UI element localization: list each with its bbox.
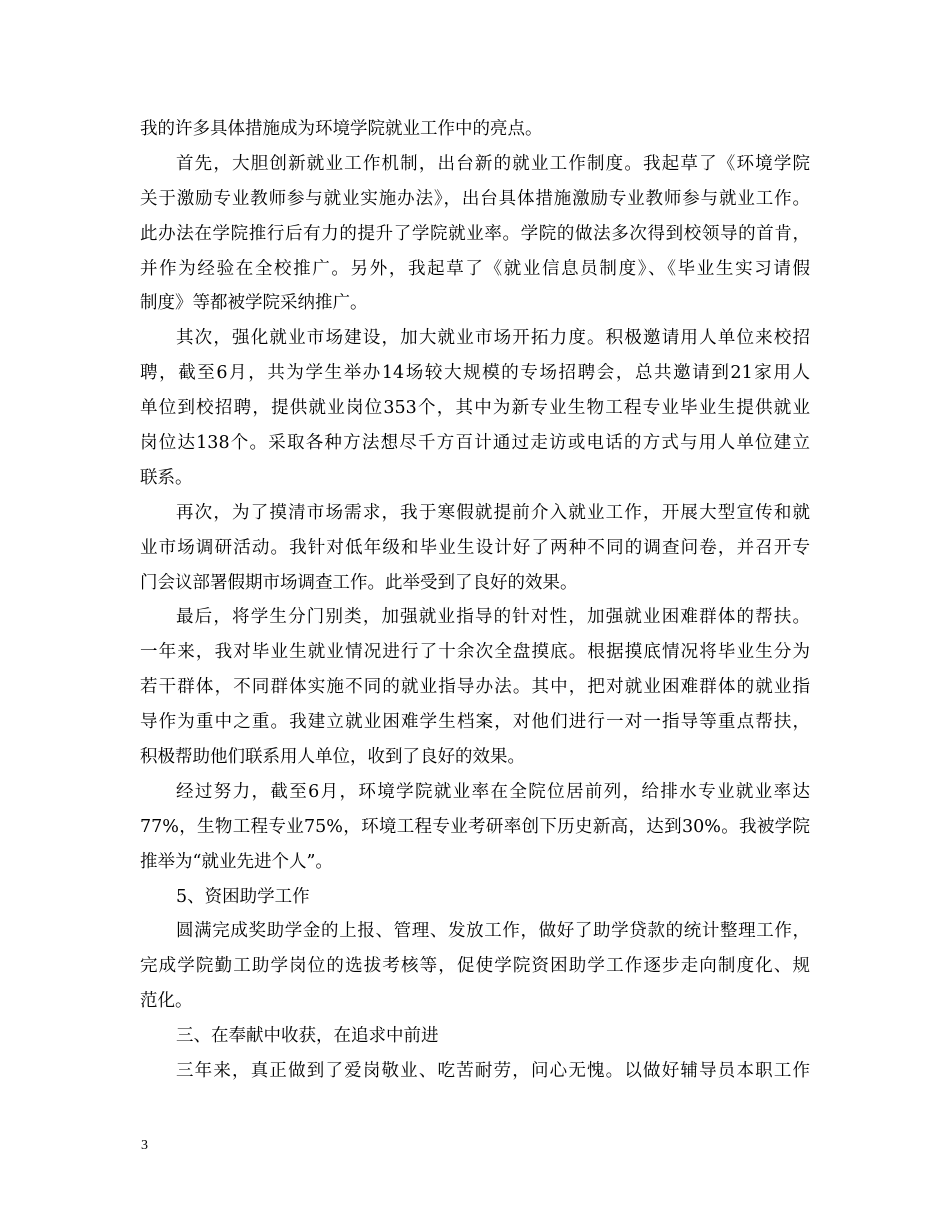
text-line: 5、资困助学工作 (176, 886, 310, 907)
text-line: 业市场调研活动。我针对低年级和毕业生设计好了两种不同的调查问卷，并召开专 (140, 537, 810, 558)
text-line: 其次，强化就业市场建设，加大就业市场开拓力度。积极邀请用人单位来校招 (176, 328, 810, 349)
text-line: 完成学院勤工助学岗位的选拔考核等，促使学院资困助学工作逐步走向制度化、规 (140, 956, 810, 977)
text-line: 积极帮助他们联系用人单位，收到了良好的效果。 (140, 747, 525, 768)
text-line: 导作为重中之重。我建立就业困难学生档案，对他们进行一对一指导等重点帮扶， (140, 712, 810, 733)
text-line: 一年来，我对毕业生就业情况进行了十余次全盘摸底。根据摸底情况将毕业生分为 (140, 642, 810, 663)
text-line: 首先，大胆创新就业工作机制，出台新的就业工作制度。我起草了《环境学院 (176, 153, 810, 174)
text-line: 三、在奉献中收获，在追求中前进 (176, 1026, 439, 1047)
text-line: 并作为经验在全校推广。另外，我起草了《就业信息员制度》、《毕业生实习请假 (140, 258, 810, 279)
text-line: 单位到校招聘，提供就业岗位353个，其中为新专业生物工程专业毕业生提供就业 (140, 398, 810, 419)
text-line: 再次，为了摸清市场需求，我于寒假就提前介入就业工作，开展大型宣传和就 (176, 502, 810, 523)
text-line: 范化。 (140, 991, 193, 1012)
text-line: 最后，将学生分门别类，加强就业指导的针对性，加强就业困难群体的帮扶。 (176, 607, 810, 628)
page-number: 3 (141, 1138, 148, 1153)
text-line: 聘，截至6月，共为学生举办14场较大规模的专场招聘会，总共邀请到21家用人 (140, 363, 810, 384)
text-line: 此办法在学院推行后有力的提升了学院就业率。学院的做法多次得到校领导的首肯， (140, 223, 810, 244)
text-line: 若干群体，不同群体实施不同的就业指导办法。其中，把对就业困难群体的就业指 (140, 677, 810, 698)
text-line: 推举为“就业先进个人”。 (140, 851, 333, 872)
text-line: 77%，生物工程专业75%，环境工程专业考研率创下历史新高，达到30%。我被学院 (140, 816, 810, 837)
text-line: 三年来，真正做到了爱岗敬业、吃苦耐劳，问心无愧。以做好辅导员本职工作 (176, 1061, 810, 1082)
text-line: 制度》等都被学院采纳推广。 (140, 293, 368, 314)
text-line: 圆满完成奖助学金的上报、管理、发放工作，做好了助学贷款的统计整理工作， (176, 921, 810, 942)
text-line: 联系。 (140, 467, 193, 488)
text-line: 门会议部署假期市场调查工作。此举受到了良好的效果。 (140, 572, 578, 593)
text-line: 关于激励专业教师参与就业实施办法》，出台具体措施激励专业教师参与就业工作。 (140, 188, 810, 209)
text-line: 我的许多具体措施成为环境学院就业工作中的亮点。 (140, 119, 543, 139)
text-line: 经过努力，截至6月，环境学院就业率在全院位居前列，给排水专业就业率达 (176, 781, 810, 802)
text-line: 岗位达138个。采取各种方法想尽千方百计通过走访或电话的方式与用人单位建立 (140, 433, 810, 454)
document-body (140, 112, 810, 1089)
